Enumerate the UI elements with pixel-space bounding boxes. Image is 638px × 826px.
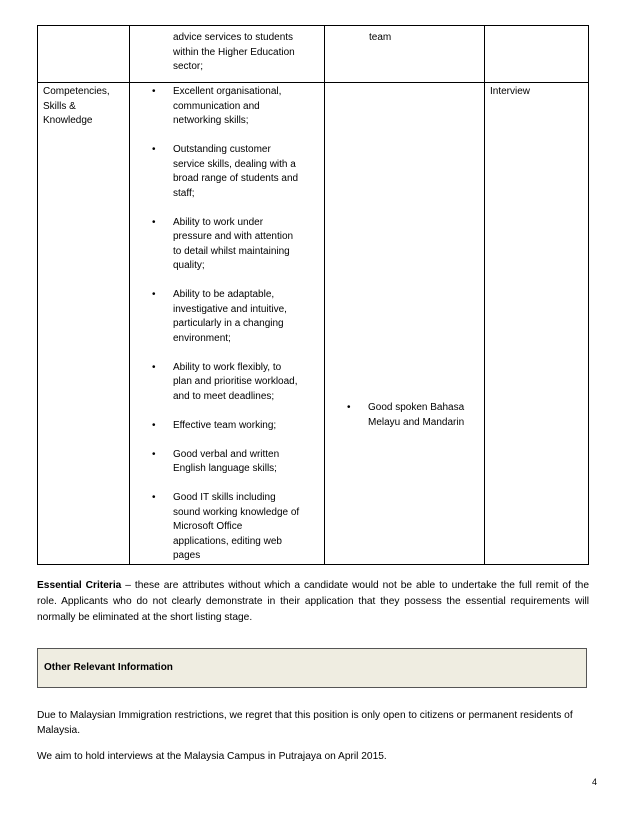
bullet-icon: • (152, 361, 156, 373)
table-cell (38, 83, 130, 565)
list-item-line: Good IT skills including (173, 492, 276, 503)
table-row (38, 83, 589, 565)
list-item-line: broad range of students and (173, 173, 299, 184)
immigration-paragraph: Due to Malaysian Immigration restrictions, we regret that this position is only open to citizens or permanent residents of Malaysia. (37, 710, 573, 736)
list-item-line: investigative and intuitive, (173, 303, 287, 315)
table-cell (485, 26, 589, 83)
list-item (130, 216, 324, 274)
table-cell (38, 26, 130, 83)
table-cell (130, 26, 325, 83)
list-item-line: Ability to work flexibly, to (173, 361, 282, 373)
bullet-icon: • (152, 216, 156, 228)
list-item (130, 419, 324, 434)
bullet-icon: • (152, 448, 156, 460)
list-item-line: quality; (173, 260, 205, 271)
table-cell (325, 83, 485, 565)
list-item-line: pressure and with attention (173, 231, 294, 242)
list-item (130, 288, 324, 346)
list-item (130, 85, 324, 129)
table-cell (130, 83, 325, 565)
list-item-line: staff; (173, 187, 195, 199)
list-item-line: applications, editing web (173, 535, 282, 547)
list-item-line: Good verbal and written (173, 448, 280, 460)
table-cell (485, 83, 589, 565)
team-text: team (369, 32, 392, 43)
text-line: advice services to students (173, 32, 294, 43)
list-item-line: English language skills; (173, 463, 277, 474)
list-item-line: Excellent organisational, (173, 86, 282, 97)
list-item (130, 361, 324, 405)
list-item-line: communication and (173, 100, 260, 112)
list-item-line: Outstanding customer (173, 144, 271, 155)
list-item-line: Effective team working; (173, 419, 277, 431)
list-item-line: plan and prioritise workload, (173, 376, 298, 387)
list-item-line: particularly in a changing (173, 318, 284, 329)
list-item (130, 448, 324, 477)
text-line: within the Higher Education (173, 46, 295, 58)
bullet-icon: • (152, 289, 156, 300)
advice-services-text (130, 26, 324, 75)
other-info-heading: Other Relevant Information (44, 662, 173, 673)
list-item-line: Ability to work under (173, 216, 264, 228)
essential-criteria-label: Essential Criteria (37, 580, 122, 591)
list-item-line: Good spoken Bahasa (368, 402, 465, 413)
list-item-line: service skills, dealing with a (173, 158, 296, 170)
text-line: Competencies, (43, 86, 110, 97)
table-row (38, 26, 589, 83)
person-specification-table (37, 25, 589, 565)
essential-skills-list (130, 85, 324, 564)
bullet-icon: • (152, 86, 156, 97)
text-line: Knowledge (43, 115, 93, 126)
list-item-line: sound working knowledge of (173, 506, 300, 518)
desirable-skills-list (325, 401, 485, 430)
page-number: 4 (592, 777, 598, 787)
bullet-icon: • (152, 144, 156, 155)
list-item-line: to detail whilst maintaining (173, 245, 290, 257)
bullet-icon: • (347, 402, 351, 413)
list-item-line: pages (173, 550, 201, 561)
list-item (130, 143, 324, 201)
list-item-line: and to meet deadlines; (173, 390, 275, 402)
text-line: sector; (173, 61, 204, 72)
assessment-method: Interview (490, 86, 531, 97)
list-item-line: environment; (173, 332, 231, 344)
competencies-label (38, 83, 129, 129)
interview-paragraph: We aim to hold interviews at the Malaysia Campus in Putrajaya on April 2015. (37, 751, 387, 762)
essential-criteria-note (37, 578, 589, 626)
list-item-line: Melayu and Mandarin (368, 416, 465, 428)
list-item-line: Microsoft Office (173, 521, 243, 532)
bullet-icon: • (152, 419, 156, 431)
table-cell (325, 26, 485, 83)
essential-criteria-text: – these are attributes without which a candidate would not be able to undertake the full remit of the role. Applicants who do not clearly demonstrate in their application that they possess the essential requirements will normally be eliminated at the short listing stage. (37, 580, 589, 623)
bullet-icon: • (152, 492, 156, 503)
list-item (325, 401, 485, 430)
list-item-line: networking skills; (173, 115, 249, 126)
list-item (130, 491, 324, 564)
list-item-line: Ability to be adaptable, (173, 289, 275, 300)
text-line: Skills & (43, 100, 76, 112)
other-info-heading-box (37, 648, 587, 688)
